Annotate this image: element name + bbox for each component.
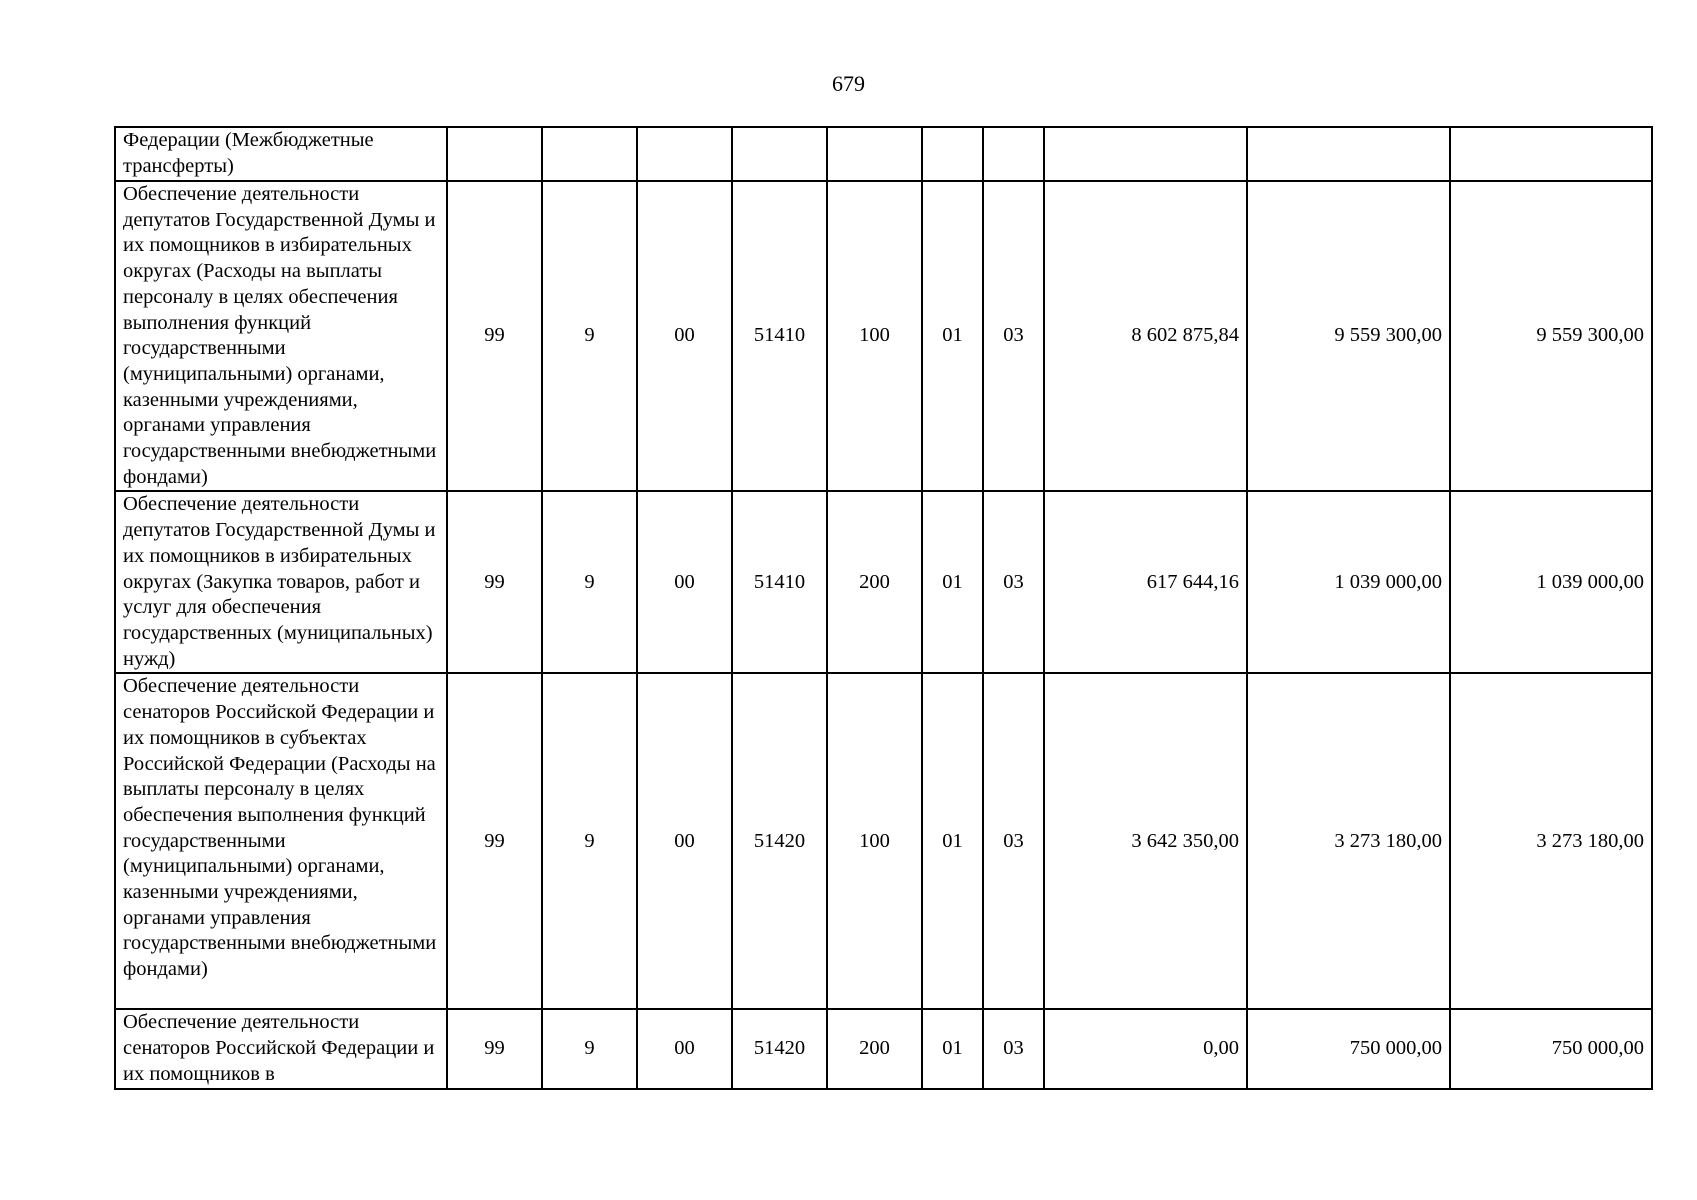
section-code: 01 bbox=[922, 1009, 983, 1088]
amount-year-1: 3 642 350,00 bbox=[1044, 673, 1247, 1009]
direction-code: 00 bbox=[637, 491, 732, 673]
amount-year-1: 0,00 bbox=[1044, 1009, 1247, 1088]
amount-year-2: 3 273 180,00 bbox=[1247, 673, 1450, 1009]
subprogram-code: 9 bbox=[542, 491, 637, 673]
subprogram-code bbox=[542, 127, 637, 181]
program-code: 99 bbox=[447, 491, 542, 673]
program-code bbox=[447, 127, 542, 181]
table-row bbox=[115, 491, 1652, 673]
amount-year-2 bbox=[1247, 127, 1450, 181]
amount-year-1: 8 602 875,84 bbox=[1044, 181, 1247, 491]
table-row bbox=[115, 1009, 1652, 1088]
section-code: 01 bbox=[922, 181, 983, 491]
subsection-code: 03 bbox=[983, 181, 1044, 491]
row-description: Обеспечение деятельности депутатов Государственной Думы и их помощников в избирательных округах (Расходы на выплаты персоналу в целях обеспечения выполнения функций государственными (муниципальными) органами, казенными учреждениями, органами управления государственными внебюджетными фондами) bbox=[115, 181, 447, 491]
expense-type-code: 100 bbox=[827, 673, 922, 1009]
expense-code: 51410 bbox=[732, 491, 827, 673]
expense-code: 51420 bbox=[732, 1009, 827, 1088]
row-description: Обеспечение деятельности сенаторов Российской Федерации и их помощников в субъектах Российской Федерации (Расходы на выплаты персоналу в целях обеспечения выполнения функций государственными (муниципальными) органами, казенными учреждениями, органами управления государственными внебюджетными фондами) bbox=[115, 673, 447, 1009]
expense-type-code: 200 bbox=[827, 491, 922, 673]
amount-year-3: 3 273 180,00 bbox=[1450, 673, 1652, 1009]
subsection-code: 03 bbox=[983, 491, 1044, 673]
row-description: Обеспечение деятельности сенаторов Российской Федерации и их помощников в bbox=[115, 1009, 447, 1088]
amount-year-3: 750 000,00 bbox=[1450, 1009, 1652, 1088]
subsection-code: 03 bbox=[983, 1009, 1044, 1088]
amount-year-3: 9 559 300,00 bbox=[1450, 181, 1652, 491]
program-code: 99 bbox=[447, 1009, 542, 1088]
expense-type-code bbox=[827, 127, 922, 181]
program-code: 99 bbox=[447, 673, 542, 1009]
table-row bbox=[115, 673, 1652, 1009]
expense-type-code: 100 bbox=[827, 181, 922, 491]
row-description: Обеспечение деятельности депутатов Государственной Думы и их помощников в избирательных округах (Закупка товаров, работ и услуг для обеспечения государственных (муниципальных) нужд) bbox=[115, 491, 447, 673]
expense-code: 51420 bbox=[732, 673, 827, 1009]
amount-year-2: 750 000,00 bbox=[1247, 1009, 1450, 1088]
subsection-code: 03 bbox=[983, 673, 1044, 1009]
amount-year-3: 1 039 000,00 bbox=[1450, 491, 1652, 673]
subprogram-code: 9 bbox=[542, 1009, 637, 1088]
program-code: 99 bbox=[447, 181, 542, 491]
page-number: 679 bbox=[832, 71, 865, 96]
expense-code bbox=[732, 127, 827, 181]
section-code: 01 bbox=[922, 491, 983, 673]
subprogram-code: 9 bbox=[542, 673, 637, 1009]
direction-code: 00 bbox=[637, 673, 732, 1009]
direction-code bbox=[637, 127, 732, 181]
amount-year-1: 617 644,16 bbox=[1044, 491, 1247, 673]
subsection-code bbox=[983, 127, 1044, 181]
direction-code: 00 bbox=[637, 1009, 732, 1088]
subprogram-code: 9 bbox=[542, 181, 637, 491]
budget-table bbox=[114, 126, 1653, 1090]
direction-code: 00 bbox=[637, 181, 732, 491]
section-code: 01 bbox=[922, 673, 983, 1009]
expense-type-code: 200 bbox=[827, 1009, 922, 1088]
table-row bbox=[115, 181, 1652, 491]
table-row bbox=[115, 127, 1652, 181]
expense-code: 51410 bbox=[732, 181, 827, 491]
section-code bbox=[922, 127, 983, 181]
row-description: Федерации (Межбюджетные трансферты) bbox=[115, 127, 447, 181]
amount-year-2: 1 039 000,00 bbox=[1247, 491, 1450, 673]
amount-year-1 bbox=[1044, 127, 1247, 181]
amount-year-2: 9 559 300,00 bbox=[1247, 181, 1450, 491]
amount-year-3 bbox=[1450, 127, 1652, 181]
